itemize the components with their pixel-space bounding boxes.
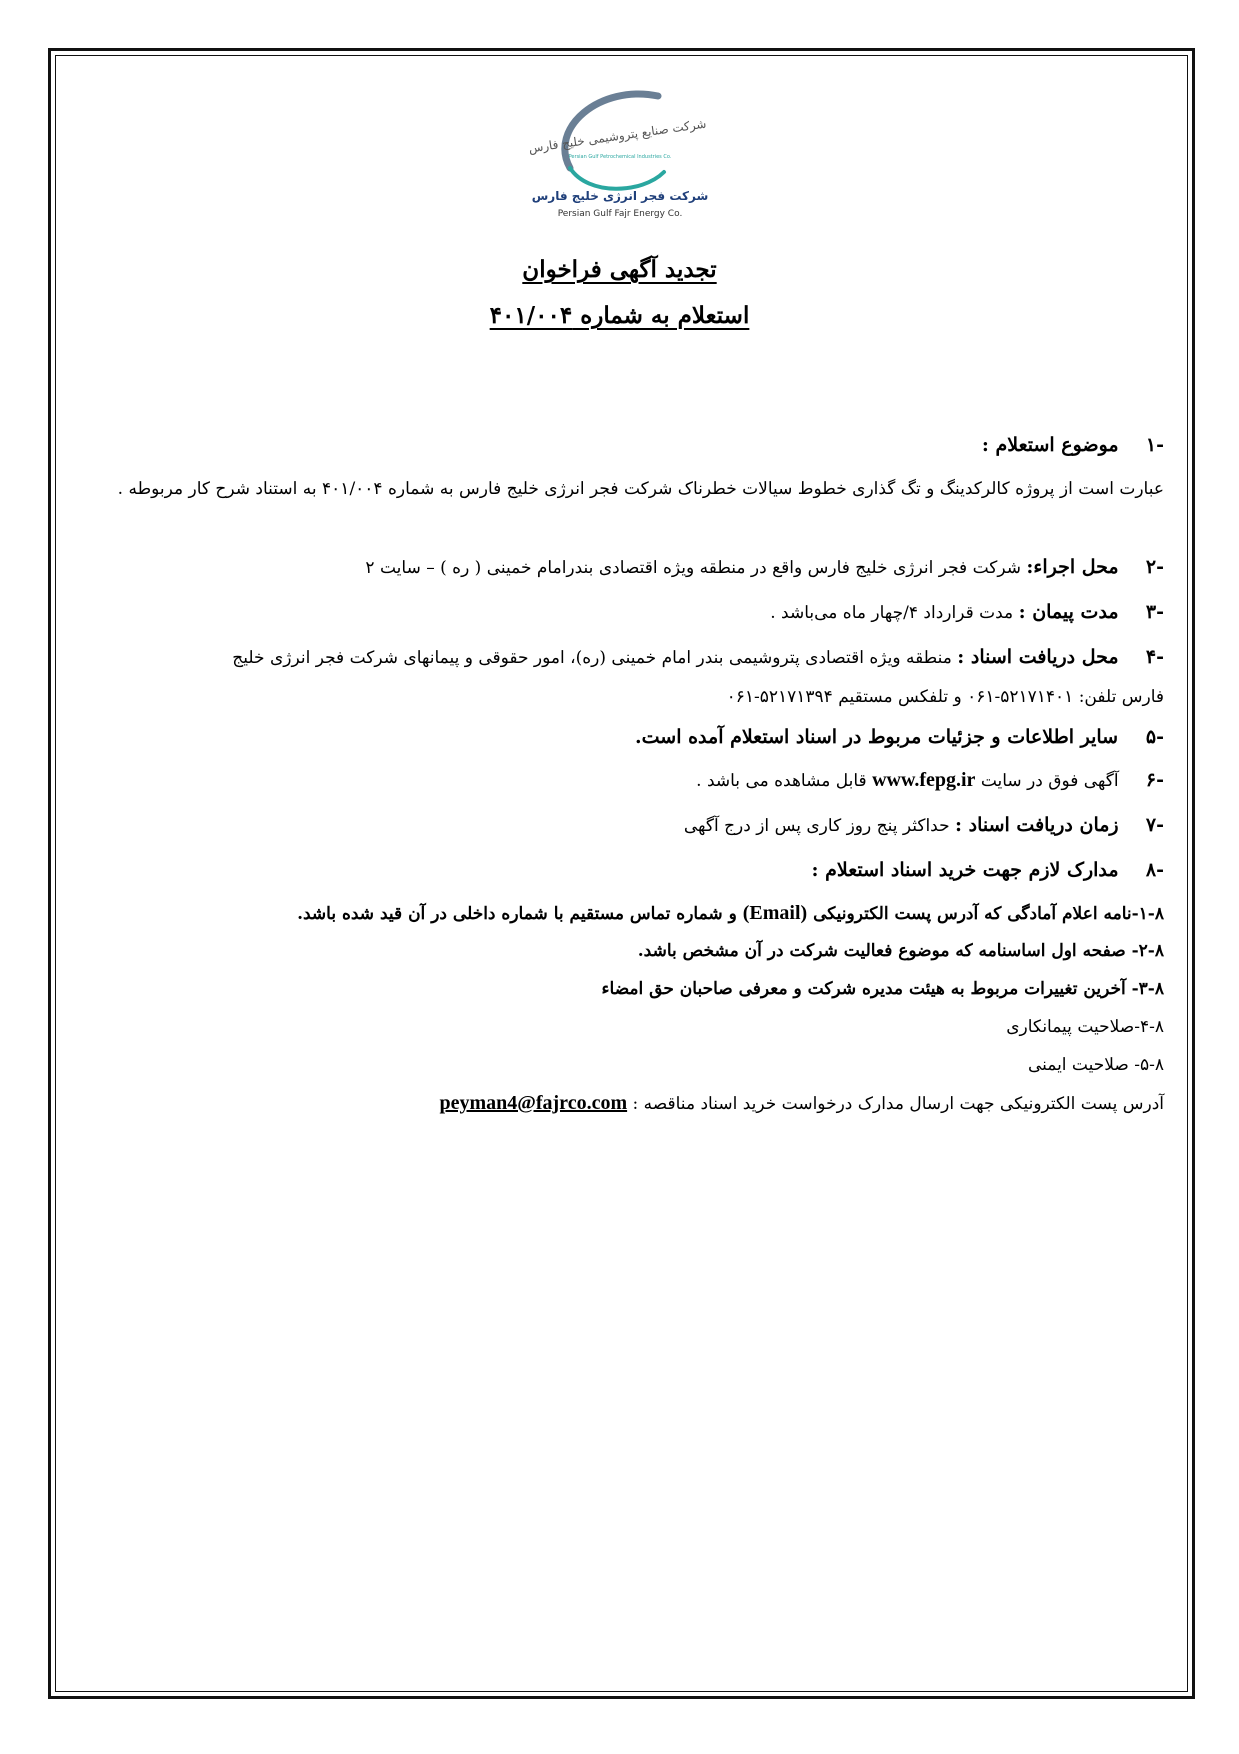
item-1-heading: -۱ موضوع استعلام : <box>981 434 1164 456</box>
title-line2: استعلام به شماره ۴۰۱/۰۰۴ <box>489 302 750 329</box>
email-link[interactable]: peyman4@fajrco.com <box>439 1092 628 1114</box>
subitem-8-5: ۵-۸- صلاحیت ایمنی <box>1027 1055 1164 1075</box>
item-5: -۵ سایر اطلاعات و جزئیات مربوط در اسناد استعلام آمده است. <box>635 726 1164 748</box>
svg-text:Persian Gulf Fajr Energy Co.: Persian Gulf Fajr Energy Co. <box>557 209 683 219</box>
subitem-8-4: ۴-۸-صلاحیت پیمانکاری <box>1006 1017 1164 1037</box>
email-address-line: آدرس پست الکترونیکی جهت ارسال مدارک درخواست خرید اسناد مناقصه : peyman4@fajrco.com <box>439 1092 1164 1114</box>
item-6: -۶ آگهی فوق در سایت www.fepg.ir قابل مشاهده می باشد . <box>696 769 1164 791</box>
item-4-phone: فارس تلفن: ۵۲۱۷۱۴۰۱-۰۶۱ و تلفکس مستقیم ۵۲۱۷۱۳۹۴-۰۶۱ <box>726 687 1164 707</box>
svg-text:Persian Gulf Petrochemical Ind: Persian Gulf Petrochemical Industries Co. <box>568 154 672 160</box>
item-1-text: عبارت است از پروژه کالرکدینگ و تگ گذاری خطوط سیالات خطرناک شرکت فجر انرژی خلیج فارس به شماره ۴۰۱/۰۰۴ به استناد شرح کار مربوطه . <box>117 479 1164 499</box>
company-logo <box>527 88 709 250</box>
item-7: -۷ زمان دریافت اسناد : حداکثر پنج روز کاری پس از درج آگهی <box>683 814 1164 836</box>
subitem-8-1: ۱-۸-نامه اعلام آمادگی که آدرس پست الکترونیکی (Email) و شماره تماس مستقیم با شماره داخلی در آن قید شده باشد. <box>297 902 1164 924</box>
item-2: -۲ محل اجراء: شرکت فجر انرژی خلیج فارس واقع در منطقه ویژه اقتصادی بندرامام خمینی ( ره ) – سایت ۲ <box>365 556 1164 578</box>
subitem-8-3: ۳-۸- آخرین تغییرات مربوط به هیئت مدیره شرکت و معرفی صاحبان حق امضاء <box>601 979 1164 999</box>
item-8-heading: -۸ مدارک لازم جهت خرید اسناد استعلام : <box>811 859 1164 881</box>
subitem-8-2: ۲-۸- صفحه اول اساسنامه که موضوع فعالیت شرکت در آن مشخص باشد. <box>637 941 1164 961</box>
svg-text:شرکت فجر انرژی خلیج فارس: شرکت فجر انرژی خلیج فارس <box>531 189 709 203</box>
item-3: -۳ مدت پیمان : مدت قرارداد ۴/چهار ماه می‌باشد . <box>770 601 1164 623</box>
title-line1: تجدید آگهی فراخوان <box>522 256 717 283</box>
svg-text:شرکت صنایع پتروشیمی خلیج فارس: شرکت صنایع پتروشیمی خلیج فارس <box>527 116 708 156</box>
website-link[interactable]: www.fepg.ir <box>872 769 976 791</box>
item-4: -۴ محل دریافت اسناد : منطقه ویژه اقتصادی پتروشیمی بندر امام خمینی (ره)، امور حقوقی و پیمانهای شرکت فجر انرژی خلیج <box>232 646 1164 668</box>
